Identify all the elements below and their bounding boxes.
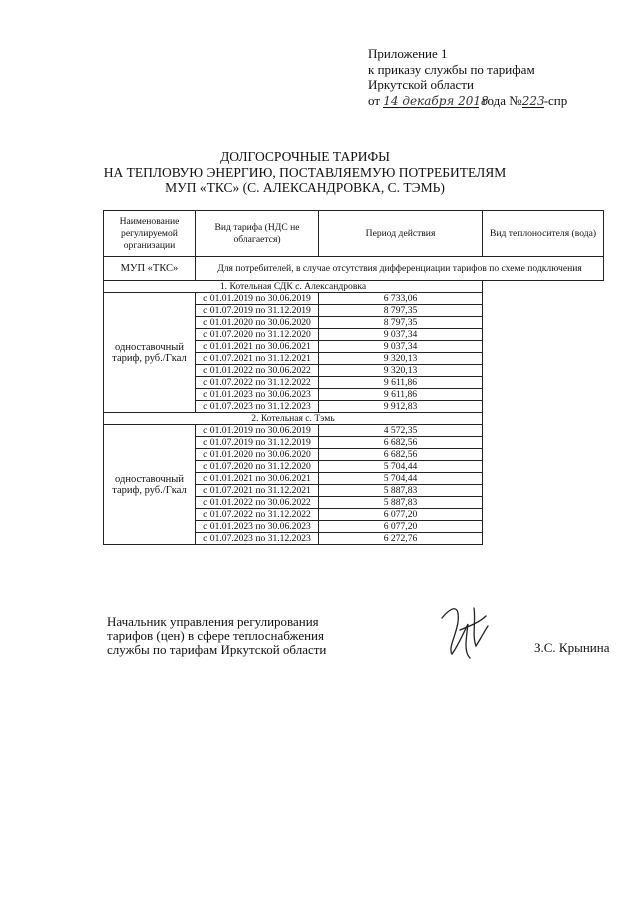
period-cell: с 01.01.2020 по 30.06.2020 bbox=[196, 449, 319, 461]
year-word: года № bbox=[482, 92, 522, 108]
tariff-value-cell: 5 887,83 bbox=[319, 497, 483, 509]
tariff-value-cell: 9 912,83 bbox=[319, 401, 483, 413]
section-name: 2. Котельная с. Тэмь bbox=[104, 413, 483, 425]
section-header-row bbox=[104, 413, 604, 425]
title-line-2: НА ТЕПЛОВУЮ ЭНЕРГИЮ, ПОСТАВЛЯЕМУЮ ПОТРЕБИТЕЛЯМ bbox=[103, 164, 507, 180]
signature-line-2: тарифов (цен) в сфере теплоснабжения bbox=[107, 628, 324, 643]
tariff-value-cell: 9 320,13 bbox=[319, 353, 483, 365]
tariff-table bbox=[103, 210, 604, 545]
title-line-3: МУП «ТКС» (С. АЛЕКСАНДРОВКА, С. ТЭМЬ) bbox=[165, 180, 445, 195]
tariff-value-cell: 6 682,56 bbox=[319, 437, 483, 449]
table-row bbox=[104, 425, 604, 437]
appendix-line-3: Иркутской области bbox=[368, 77, 474, 92]
tariff-type-cell: одноставочный тариф, руб./Гкал bbox=[104, 293, 196, 413]
period-cell: с 01.01.2020 по 30.06.2020 bbox=[196, 317, 319, 329]
table-row bbox=[104, 293, 604, 305]
section-header-row bbox=[104, 281, 604, 293]
header-tariff-type: Вид тарифа (НДС не облагается) bbox=[196, 211, 319, 257]
period-cell: с 01.01.2023 по 30.06.2023 bbox=[196, 389, 319, 401]
appendix-block bbox=[368, 46, 628, 108]
signature-line-3: службы по тарифам Иркутской области bbox=[107, 642, 327, 657]
period-cell: с 01.01.2021 по 30.06.2021 bbox=[196, 341, 319, 353]
period-cell: с 01.07.2020 по 31.12.2020 bbox=[196, 329, 319, 341]
consumer-note-row bbox=[104, 257, 604, 281]
tariff-value-cell: 6 077,20 bbox=[319, 521, 483, 533]
appendix-line-2: к приказу службы по тарифам bbox=[368, 61, 535, 77]
tariff-value-cell: 4 572,35 bbox=[319, 425, 483, 437]
period-cell: с 01.01.2022 по 30.06.2022 bbox=[196, 365, 319, 377]
handwritten-date: 14 декабря 2018 bbox=[383, 93, 489, 108]
tariff-value-cell: 9 611,86 bbox=[319, 389, 483, 401]
tariff-value-cell: 5 704,44 bbox=[319, 461, 483, 473]
handwritten-number: 223 bbox=[521, 93, 545, 108]
section-name: 1. Котельная СДК с. Александровка bbox=[104, 281, 483, 293]
table-header-row bbox=[104, 211, 604, 257]
period-cell: с 01.07.2022 по 31.12.2022 bbox=[196, 509, 319, 521]
signature-block bbox=[107, 615, 326, 657]
tariff-type-cell: одноставочный тариф, руб./Гкал bbox=[104, 425, 196, 545]
period-cell: с 01.01.2019 по 30.06.2019 bbox=[196, 293, 319, 305]
appendix-date-line bbox=[368, 93, 628, 109]
period-cell: с 01.01.2023 по 30.06.2023 bbox=[196, 521, 319, 533]
period-cell: с 01.07.2019 по 31.12.2019 bbox=[196, 437, 319, 449]
tariff-value-cell: 9 037,34 bbox=[319, 329, 483, 341]
period-cell: с 01.01.2022 по 30.06.2022 bbox=[196, 497, 319, 509]
tariff-value-cell: 9 320,13 bbox=[319, 365, 483, 377]
title-line-1: ДОЛГОСРОЧНЫЕ ТАРИФЫ bbox=[220, 149, 390, 164]
tariff-value-cell: 6 077,20 bbox=[319, 509, 483, 521]
tariff-value-cell: 6 682,56 bbox=[319, 449, 483, 461]
tariff-value-cell: 9 611,86 bbox=[319, 377, 483, 389]
handwritten-signature-icon bbox=[430, 596, 500, 666]
period-cell: с 01.07.2023 по 31.12.2023 bbox=[196, 401, 319, 413]
tariff-value-cell: 9 037,34 bbox=[319, 341, 483, 353]
appendix-line-1: Приложение 1 bbox=[368, 46, 448, 61]
tariff-value-cell: 5 887,83 bbox=[319, 485, 483, 497]
header-period: Период действия bbox=[319, 211, 483, 257]
header-carrier: Вид теплоносителя (вода) bbox=[483, 211, 604, 257]
signer-name: З.С. Крынина bbox=[534, 640, 610, 655]
tariff-value-cell: 6 272,76 bbox=[319, 533, 483, 545]
period-cell: с 01.07.2022 по 31.12.2022 bbox=[196, 377, 319, 389]
tariff-value-cell: 8 797,35 bbox=[319, 317, 483, 329]
period-cell: с 01.07.2021 по 31.12.2021 bbox=[196, 353, 319, 365]
period-cell: с 01.01.2019 по 30.06.2019 bbox=[196, 425, 319, 437]
signature-line-1: Начальник управления регулирования bbox=[107, 614, 319, 629]
header-org: Наименование регулируемой организации bbox=[104, 211, 196, 257]
tariff-value-cell: 8 797,35 bbox=[319, 305, 483, 317]
period-cell: с 01.07.2020 по 31.12.2020 bbox=[196, 461, 319, 473]
period-cell: с 01.01.2021 по 30.06.2021 bbox=[196, 473, 319, 485]
date-prefix: от bbox=[368, 92, 381, 108]
period-cell: с 01.07.2019 по 31.12.2019 bbox=[196, 305, 319, 317]
tariff-value-cell: 5 704,44 bbox=[319, 473, 483, 485]
period-cell: с 01.07.2021 по 31.12.2021 bbox=[196, 485, 319, 497]
consumer-note: Для потребителей, в случае отсутствия дифференциации тарифов по схеме подключения bbox=[196, 257, 604, 281]
number-suffix: -спр bbox=[543, 92, 568, 108]
tariff-value-cell: 6 733,06 bbox=[319, 293, 483, 305]
document-title bbox=[100, 149, 510, 196]
org-name-cell: МУП «ТКС» bbox=[104, 257, 196, 281]
period-cell: с 01.07.2023 по 31.12.2023 bbox=[196, 533, 319, 545]
